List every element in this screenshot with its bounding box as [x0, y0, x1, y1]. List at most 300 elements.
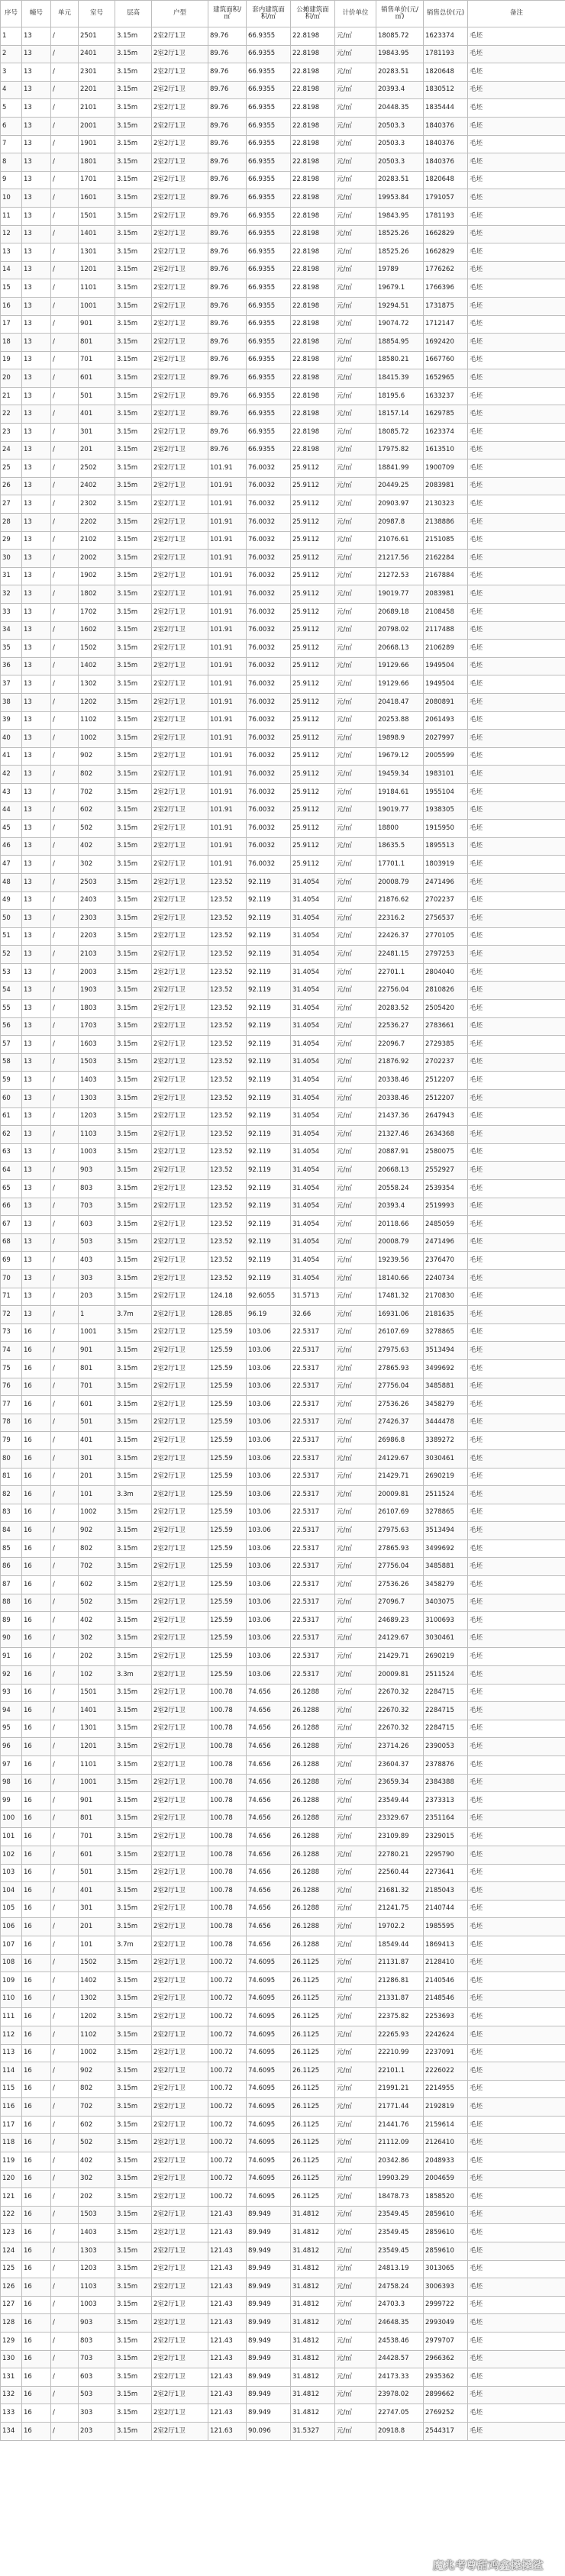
- table-cell: 1402: [79, 657, 115, 675]
- table-cell: 3.15m: [115, 387, 152, 405]
- table-cell: 18841.99: [376, 459, 424, 478]
- table-cell: 89.949: [247, 2296, 291, 2314]
- table-cell: /: [51, 585, 79, 604]
- table-cell: 毛坯: [468, 1720, 565, 1738]
- table-cell: 26.1288: [291, 1774, 335, 1792]
- table-cell: 3.15m: [115, 1198, 152, 1216]
- table-cell: 元/㎡: [335, 297, 376, 315]
- table-row: [1, 2188, 565, 2207]
- table-cell: /: [51, 2368, 79, 2387]
- table-cell: 1869413: [424, 1936, 468, 1954]
- table-cell: 元/㎡: [335, 495, 376, 514]
- table-cell: 105: [1, 1900, 22, 1918]
- table-cell: 89.76: [208, 27, 247, 46]
- table-cell: /: [51, 334, 79, 352]
- table-cell: /: [51, 675, 79, 694]
- table-cell: 1302: [79, 1990, 115, 2008]
- table-cell: 31.4054: [291, 1180, 335, 1198]
- table-cell: 3.15m: [115, 1090, 152, 1108]
- table-cell: 903: [79, 1162, 115, 1180]
- table-cell: 17701.1: [376, 856, 424, 874]
- table-cell: 92.119: [247, 1180, 291, 1198]
- table-cell: /: [51, 2152, 79, 2171]
- table-cell: 2室2厅1卫: [152, 387, 208, 405]
- table-cell: 2702237: [424, 1053, 468, 1072]
- table-cell: 元/㎡: [335, 1216, 376, 1234]
- table-cell: 125.59: [208, 1449, 247, 1468]
- table-cell: 123.52: [208, 1017, 247, 1036]
- table-cell: 1985595: [424, 1918, 468, 1936]
- table-cell: 1895513: [424, 837, 468, 856]
- table-cell: 202: [79, 1648, 115, 1666]
- table-cell: 3.15m: [115, 1017, 152, 1036]
- table-cell: 毛坯: [468, 514, 565, 532]
- table-cell: 3.15m: [115, 424, 152, 442]
- table-cell: 74: [1, 1342, 22, 1360]
- table-cell: 74.6095: [247, 2134, 291, 2152]
- table-cell: 121.43: [208, 2260, 247, 2278]
- table-cell: 27756.04: [376, 1558, 424, 1576]
- table-cell: 元/㎡: [335, 910, 376, 928]
- table-cell: 3.15m: [115, 1990, 152, 2008]
- table-cell: 2室2厅1卫: [152, 640, 208, 658]
- table-cell: 101.91: [208, 856, 247, 874]
- table-cell: 502: [79, 2134, 115, 2152]
- table-cell: 109: [1, 1972, 22, 1991]
- table-cell: 元/㎡: [335, 2386, 376, 2404]
- table-row: [1, 2008, 565, 2026]
- table-cell: 101.91: [208, 604, 247, 622]
- table-cell: 16: [22, 2134, 51, 2152]
- table-cell: 3.15m: [115, 1522, 152, 1540]
- table-cell: /: [51, 1269, 79, 1288]
- table-cell: 13: [22, 387, 51, 405]
- table-cell: 66.9355: [247, 153, 291, 172]
- table-cell: 22.8198: [291, 334, 335, 352]
- table-cell: 13: [22, 1233, 51, 1252]
- column-header: 层高: [115, 1, 152, 27]
- table-cell: 123.52: [208, 1072, 247, 1090]
- table-cell: 94: [1, 1702, 22, 1720]
- table-row: [1, 1864, 565, 1882]
- table-cell: 89.76: [208, 189, 247, 208]
- table-row: [1, 117, 565, 135]
- table-cell: 2室2厅1卫: [152, 1576, 208, 1594]
- table-cell: /: [51, 1449, 79, 1468]
- table-row: [1, 946, 565, 964]
- table-cell: 3.15m: [115, 1756, 152, 1775]
- table-cell: 16: [22, 2296, 51, 2314]
- table-cell: 702: [79, 2098, 115, 2117]
- table-cell: 元/㎡: [335, 891, 376, 910]
- table-cell: 20: [1, 369, 22, 388]
- table-cell: 2130323: [424, 495, 468, 514]
- table-cell: 101.91: [208, 550, 247, 568]
- table-cell: 22096.7: [376, 1036, 424, 1054]
- table-cell: 26.1125: [291, 2098, 335, 2117]
- table-cell: 45: [1, 820, 22, 838]
- table-row: [1, 225, 565, 243]
- watermark: 魔兆考尊甜鸡鑫搡搡鲨: [433, 2560, 544, 2572]
- table-cell: 26.1125: [291, 2044, 335, 2062]
- table-cell: 100.72: [208, 2188, 247, 2207]
- table-cell: 2室2厅1卫: [152, 1126, 208, 1144]
- table-cell: 2室2厅1卫: [152, 747, 208, 766]
- table-cell: 21331.87: [376, 1990, 424, 2008]
- table-cell: 40: [1, 730, 22, 748]
- table-cell: 103.06: [247, 1359, 291, 1378]
- table-row: [1, 2044, 565, 2062]
- table-cell: /: [51, 837, 79, 856]
- table-cell: 92.119: [247, 927, 291, 946]
- table-cell: 18140.66: [376, 1269, 424, 1288]
- table-cell: /: [51, 2242, 79, 2261]
- table-cell: 毛坯: [468, 1468, 565, 1486]
- table-cell: 3.15m: [115, 1648, 152, 1666]
- table-cell: 2783661: [424, 1017, 468, 1036]
- table-cell: 2室2厅1卫: [152, 261, 208, 279]
- table-cell: 3458279: [424, 1576, 468, 1594]
- table-row: [1, 1126, 565, 1144]
- table-cell: 125.59: [208, 1648, 247, 1666]
- table-row: [1, 1990, 565, 2008]
- table-cell: 26.1288: [291, 1756, 335, 1775]
- table-cell: 元/㎡: [335, 1576, 376, 1594]
- table-cell: 12: [1, 225, 22, 243]
- table-cell: 2室2厅1卫: [152, 477, 208, 495]
- table-cell: 22.5317: [291, 1630, 335, 1648]
- table-cell: 2302: [79, 495, 115, 514]
- table-cell: /: [51, 1378, 79, 1396]
- table-cell: 76.0032: [247, 693, 291, 711]
- table-cell: 3.15m: [115, 1900, 152, 1918]
- table-cell: 元/㎡: [335, 153, 376, 172]
- table-cell: 2室2厅1卫: [152, 657, 208, 675]
- table-cell: 毛坯: [468, 2386, 565, 2404]
- table-cell: 3.15m: [115, 783, 152, 801]
- table-cell: 104: [1, 1882, 22, 1901]
- table-cell: 26.1288: [291, 1828, 335, 1846]
- table-cell: 毛坯: [468, 1000, 565, 1018]
- table-cell: 89.76: [208, 63, 247, 82]
- table-cell: 2859610: [424, 2242, 468, 2261]
- table-cell: 18085.72: [376, 424, 424, 442]
- table-row: [1, 334, 565, 352]
- table-cell: /: [51, 387, 79, 405]
- table-cell: 毛坯: [468, 1198, 565, 1216]
- table-cell: 1402: [79, 1972, 115, 1991]
- table-cell: 74.6095: [247, 1990, 291, 2008]
- table-cell: 89.949: [247, 2242, 291, 2261]
- table-cell: /: [51, 2170, 79, 2188]
- table-cell: 16: [22, 1648, 51, 1666]
- table-cell: 毛坯: [468, 1288, 565, 1306]
- table-cell: /: [51, 81, 79, 99]
- table-cell: 3.15m: [115, 2080, 152, 2098]
- table-cell: 毛坯: [468, 927, 565, 946]
- table-cell: 毛坯: [468, 1702, 565, 1720]
- table-cell: 10: [1, 189, 22, 208]
- table-cell: 2室2厅1卫: [152, 910, 208, 928]
- table-cell: 2室2厅1卫: [152, 2188, 208, 2207]
- table-cell: /: [51, 495, 79, 514]
- table-cell: /: [51, 1288, 79, 1306]
- table-cell: 25.9112: [291, 747, 335, 766]
- table-cell: 125.59: [208, 1359, 247, 1378]
- table-cell: 2室2厅1卫: [152, 2062, 208, 2081]
- table-cell: 18580.21: [376, 351, 424, 369]
- table-cell: 2室2厅1卫: [152, 1233, 208, 1252]
- table-cell: 毛坯: [468, 171, 565, 189]
- table-cell: 31.4054: [291, 927, 335, 946]
- table-cell: 2室2厅1卫: [152, 1090, 208, 1108]
- table-cell: 2240734: [424, 1269, 468, 1288]
- table-cell: 88: [1, 1594, 22, 1612]
- table-cell: 13: [22, 1180, 51, 1198]
- table-cell: 31.4054: [291, 891, 335, 910]
- table-cell: 20009.81: [376, 1666, 424, 1685]
- table-cell: 3.15m: [115, 495, 152, 514]
- table-cell: 3.15m: [115, 405, 152, 424]
- table-cell: 103.06: [247, 1594, 291, 1612]
- table-cell: 103.06: [247, 1378, 291, 1396]
- table-cell: 1955104: [424, 783, 468, 801]
- table-cell: 3.7m: [115, 1306, 152, 1324]
- table-cell: 25.9112: [291, 837, 335, 856]
- table-cell: 1202: [79, 2008, 115, 2026]
- table-cell: 22.8198: [291, 424, 335, 442]
- table-cell: 2214955: [424, 2080, 468, 2098]
- table-cell: 元/㎡: [335, 2206, 376, 2224]
- table-cell: 89.76: [208, 315, 247, 334]
- table-cell: 毛坯: [468, 1756, 565, 1775]
- table-cell: 毛坯: [468, 45, 565, 63]
- table-cell: 毛坯: [468, 963, 565, 982]
- header-row: [1, 1, 565, 27]
- table-cell: /: [51, 910, 79, 928]
- table-cell: 3.15m: [115, 63, 152, 82]
- table-cell: 元/㎡: [335, 1558, 376, 1576]
- table-cell: 2室2厅1卫: [152, 45, 208, 63]
- table-cell: 22.5317: [291, 1558, 335, 1576]
- table-cell: 13: [22, 27, 51, 46]
- table-cell: 2室2厅1卫: [152, 99, 208, 118]
- table-cell: 92.119: [247, 1072, 291, 1090]
- table-cell: 2室2厅1卫: [152, 1432, 208, 1450]
- table-cell: 403: [79, 1252, 115, 1270]
- table-cell: 66.9355: [247, 63, 291, 82]
- table-row: [1, 963, 565, 982]
- table-cell: 3.15m: [115, 1954, 152, 1972]
- table-cell: 76.0032: [247, 730, 291, 748]
- table-cell: 121.43: [208, 2350, 247, 2368]
- table-cell: 66.9355: [247, 279, 291, 298]
- table-cell: 20503.3: [376, 153, 424, 172]
- table-cell: 100.72: [208, 2008, 247, 2026]
- table-cell: 18525.26: [376, 243, 424, 262]
- table-row: [1, 1107, 565, 1126]
- table-cell: 元/㎡: [335, 1000, 376, 1018]
- table-cell: 1667760: [424, 351, 468, 369]
- table-cell: 元/㎡: [335, 2404, 376, 2423]
- table-cell: 毛坯: [468, 1936, 565, 1954]
- table-cell: 元/㎡: [335, 1702, 376, 1720]
- table-cell: /: [51, 927, 79, 946]
- table-cell: 毛坯: [468, 315, 565, 334]
- table-row: [1, 81, 565, 99]
- table-cell: 25.9112: [291, 495, 335, 514]
- table-cell: 2室2厅1卫: [152, 243, 208, 262]
- table-cell: 1781193: [424, 45, 468, 63]
- table-cell: 3.15m: [115, 873, 152, 891]
- table-cell: 2284715: [424, 1720, 468, 1738]
- table-cell: 元/㎡: [335, 693, 376, 711]
- table-cell: 22.8198: [291, 315, 335, 334]
- table-cell: 16: [22, 1504, 51, 1522]
- table-cell: /: [51, 1414, 79, 1432]
- table-cell: 2室2厅1卫: [152, 585, 208, 604]
- table-cell: 19679.12: [376, 747, 424, 766]
- table-cell: 130: [1, 2350, 22, 2368]
- table-cell: /: [51, 1504, 79, 1522]
- table-cell: 元/㎡: [335, 1954, 376, 1972]
- table-cell: 125.59: [208, 1612, 247, 1630]
- table-cell: /: [51, 1359, 79, 1378]
- table-cell: 26: [1, 477, 22, 495]
- table-cell: 2138886: [424, 514, 468, 532]
- table-cell: 13: [22, 891, 51, 910]
- table-cell: 3013065: [424, 2260, 468, 2278]
- table-cell: 2080891: [424, 693, 468, 711]
- table-row: [1, 1162, 565, 1180]
- table-cell: 44: [1, 801, 22, 820]
- table-cell: 125.59: [208, 1539, 247, 1558]
- table-cell: 2242624: [424, 2026, 468, 2044]
- table-cell: 56: [1, 1017, 22, 1036]
- table-cell: 76.0032: [247, 640, 291, 658]
- table-cell: 1401: [79, 225, 115, 243]
- table-cell: 21131.87: [376, 1954, 424, 1972]
- table-cell: 13: [22, 405, 51, 424]
- table-cell: 毛坯: [468, 351, 565, 369]
- table-row: [1, 2026, 565, 2044]
- table-cell: 3.15m: [115, 927, 152, 946]
- table-cell: 100.78: [208, 1702, 247, 1720]
- table-cell: 25: [1, 459, 22, 478]
- table-cell: 13: [22, 81, 51, 99]
- table-cell: 22.5317: [291, 1648, 335, 1666]
- table-cell: 92.119: [247, 1000, 291, 1018]
- table-cell: 1791057: [424, 189, 468, 208]
- table-cell: /: [51, 1666, 79, 1685]
- table-cell: 1003: [79, 2296, 115, 2314]
- table-row: [1, 801, 565, 820]
- table-cell: 74.656: [247, 1738, 291, 1756]
- table-cell: 毛坯: [468, 459, 565, 478]
- table-cell: 2室2厅1卫: [152, 1180, 208, 1198]
- table-cell: 2810826: [424, 982, 468, 1000]
- table-cell: 16: [22, 1323, 51, 1342]
- table-cell: 602: [79, 801, 115, 820]
- table-row: [1, 459, 565, 478]
- table-cell: 3.15m: [115, 2116, 152, 2134]
- table-row: [1, 2314, 565, 2333]
- table-cell: 100.78: [208, 1774, 247, 1792]
- table-cell: 毛坯: [468, 856, 565, 874]
- table-cell: 101.91: [208, 495, 247, 514]
- table-cell: 2702237: [424, 891, 468, 910]
- table-cell: 13: [22, 1126, 51, 1144]
- table-cell: 13: [22, 153, 51, 172]
- table-cell: 31.4054: [291, 1053, 335, 1072]
- table-cell: 3.15m: [115, 351, 152, 369]
- table-cell: 23329.67: [376, 1810, 424, 1828]
- table-cell: 毛坯: [468, 1053, 565, 1072]
- table-cell: /: [51, 783, 79, 801]
- table-cell: 2室2厅1卫: [152, 225, 208, 243]
- table-cell: 16: [22, 1900, 51, 1918]
- table-cell: 22316.2: [376, 910, 424, 928]
- table-cell: 601: [79, 369, 115, 388]
- table-cell: 201: [79, 1468, 115, 1486]
- table-cell: 2384388: [424, 1774, 468, 1792]
- table-cell: 1613510: [424, 441, 468, 459]
- table-cell: 13: [22, 297, 51, 315]
- table-cell: 毛坯: [468, 910, 565, 928]
- table-cell: 毛坯: [468, 1576, 565, 1594]
- table-cell: 2室2厅1卫: [152, 2008, 208, 2026]
- table-cell: 22.8198: [291, 45, 335, 63]
- table-row: [1, 1936, 565, 1954]
- table-cell: 20689.18: [376, 604, 424, 622]
- table-row: [1, 1828, 565, 1846]
- table-cell: 19019.77: [376, 801, 424, 820]
- table-cell: 2501: [79, 27, 115, 46]
- table-cell: 16: [22, 1918, 51, 1936]
- table-cell: 19898.9: [376, 730, 424, 748]
- table-cell: 3.15m: [115, 1612, 152, 1630]
- table-row: [1, 2098, 565, 2117]
- table-cell: 1901: [79, 135, 115, 153]
- table-row: [1, 1017, 565, 1036]
- table-cell: /: [51, 1846, 79, 1864]
- table-cell: 毛坯: [468, 405, 565, 424]
- table-cell: 20008.79: [376, 1233, 424, 1252]
- table-cell: 26.1125: [291, 2080, 335, 2098]
- table-cell: 13: [22, 1216, 51, 1234]
- table-row: [1, 2062, 565, 2081]
- table-cell: 16: [22, 1612, 51, 1630]
- table-cell: 13: [22, 567, 51, 585]
- table-cell: 27096.7: [376, 1594, 424, 1612]
- table-cell: /: [51, 424, 79, 442]
- table-cell: 20798.02: [376, 621, 424, 640]
- table-row: [1, 2170, 565, 2188]
- table-cell: 3.15m: [115, 1576, 152, 1594]
- table-cell: 21991.21: [376, 2080, 424, 2098]
- table-cell: /: [51, 2386, 79, 2404]
- table-cell: 92.119: [247, 891, 291, 910]
- table-cell: 61: [1, 1107, 22, 1126]
- table-cell: 毛坯: [468, 477, 565, 495]
- table-cell: 13: [22, 531, 51, 550]
- table-cell: 3.15m: [115, 243, 152, 262]
- table-cell: 66.9355: [247, 424, 291, 442]
- table-cell: 16: [22, 1954, 51, 1972]
- table-cell: 402: [79, 837, 115, 856]
- table-cell: 毛坯: [468, 1954, 565, 1972]
- table-cell: 3.15m: [115, 982, 152, 1000]
